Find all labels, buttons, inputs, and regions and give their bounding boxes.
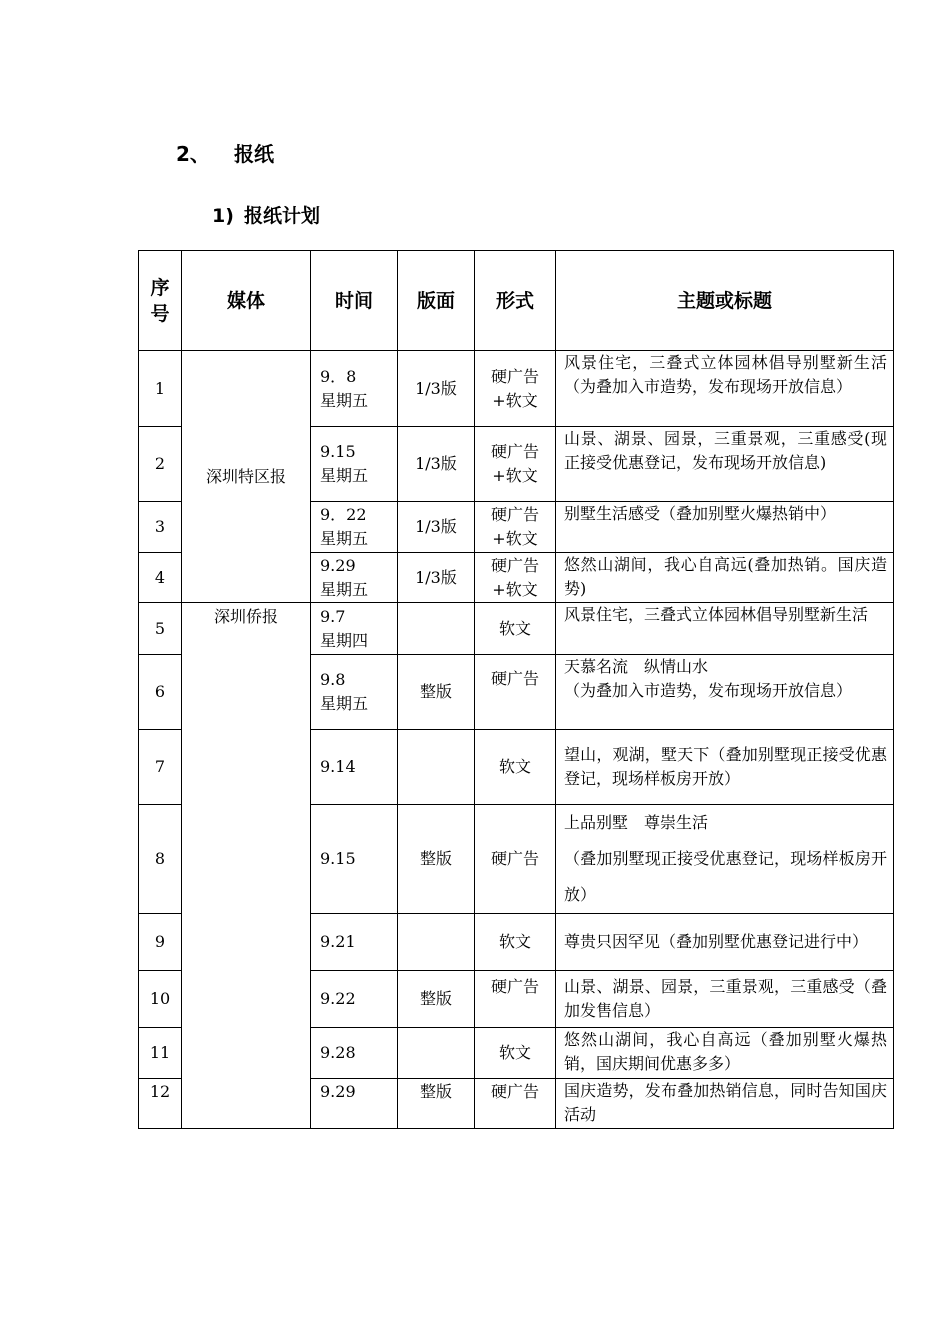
seq-cell: 7: [139, 730, 182, 805]
header-theme: 主题或标题: [556, 251, 894, 351]
form-cell: 软文: [475, 914, 556, 971]
section-number: 2、: [176, 142, 210, 166]
table-row: [139, 351, 894, 427]
seq-cell: 8: [139, 805, 182, 914]
time-cell: 9.29: [311, 1079, 398, 1129]
time-cell: 9.15 星期五: [311, 427, 398, 502]
time-cell: 9.8 星期五: [311, 655, 398, 730]
header-media: 媒体: [182, 251, 311, 351]
header-time: 时间: [311, 251, 398, 351]
layout-cell: 整版: [398, 805, 475, 914]
layout-cell: 整版: [398, 655, 475, 730]
layout-cell: 整版: [398, 1079, 475, 1129]
section-title: 报纸: [234, 142, 274, 166]
form-cell: 软文: [475, 730, 556, 805]
time-cell: 9.21: [311, 914, 398, 971]
section-heading: [176, 138, 274, 167]
time-cell: 9.28: [311, 1028, 398, 1079]
form-cell: 软文: [475, 603, 556, 655]
time-cell: 9.7 星期四: [311, 603, 398, 655]
form-cell: 硬广告 +软文: [475, 427, 556, 502]
time-cell: 9．22 星期五: [311, 502, 398, 553]
layout-cell: 1/3版: [398, 351, 475, 427]
newspaper-plan-table: [138, 250, 894, 1129]
time-cell: 9．8 星期五: [311, 351, 398, 427]
subsection-heading: [212, 201, 320, 228]
seq-cell: 12: [139, 1079, 182, 1129]
theme-cell: 悠然山湖间，我心自高远（叠加别墅火爆热销，国庆期间优惠多多）: [556, 1028, 894, 1079]
time-cell: 9.22: [311, 971, 398, 1028]
time-cell: 9.15: [311, 805, 398, 914]
seq-cell: 6: [139, 655, 182, 730]
layout-cell: [398, 914, 475, 971]
theme-cell: 山景、湖景、园景，三重景观，三重感受(现正接受优惠登记，发布现场开放信息): [556, 427, 894, 502]
theme-cell: 尊贵只因罕见（叠加别墅优惠登记进行中）: [556, 914, 894, 971]
time-cell: 9.14: [311, 730, 398, 805]
layout-cell: [398, 730, 475, 805]
theme-cell: 山景、湖景、园景，三重景观，三重感受（叠加发售信息）: [556, 971, 894, 1028]
media-cell-qiaobao: 深圳侨报: [182, 603, 311, 1129]
header-layout: 版面: [398, 251, 475, 351]
form-cell: 硬广告: [475, 1079, 556, 1129]
theme-cell: 国庆造势，发布叠加热销信息，同时告知国庆活动: [556, 1079, 894, 1129]
theme-cell: 悠然山湖间，我心自高远(叠加热销。国庆造势): [556, 553, 894, 603]
layout-cell: 1/3版: [398, 427, 475, 502]
theme-cell: 别墅生活感受（叠加别墅火爆热销中）: [556, 502, 894, 553]
theme-cell: 望山，观湖，墅天下（叠加别墅现正接受优惠登记，现场样板房开放）: [556, 730, 894, 805]
seq-cell: 10: [139, 971, 182, 1028]
media-cell-tequbao: 深圳特区报: [182, 351, 311, 603]
form-cell: 硬广告: [475, 805, 556, 914]
seq-cell: 2: [139, 427, 182, 502]
header-seq: 序 号: [139, 251, 182, 351]
header-form: 形式: [475, 251, 556, 351]
seq-cell: 4: [139, 553, 182, 603]
form-cell: 硬广告 +软文: [475, 502, 556, 553]
table-row: [139, 603, 894, 655]
theme-cell: 上品别墅 尊崇生活 （叠加别墅现正接受优惠登记，现场样板房开放）: [556, 805, 894, 914]
form-cell: 硬广告: [475, 655, 556, 730]
time-cell: 9.29 星期五: [311, 553, 398, 603]
seq-cell: 9: [139, 914, 182, 971]
theme-cell: 天慕名流 纵情山水 （为叠加入市造势，发布现场开放信息）: [556, 655, 894, 730]
table-header-row: [139, 251, 894, 351]
layout-cell: 1/3版: [398, 502, 475, 553]
theme-cell: 风景住宅，三叠式立体园林倡导别墅新生活（为叠加入市造势，发布现场开放信息）: [556, 351, 894, 427]
subsection-number: 1): [212, 205, 234, 227]
theme-cell: 风景住宅，三叠式立体园林倡导别墅新生活: [556, 603, 894, 655]
form-cell: 硬广告: [475, 971, 556, 1028]
form-cell: 硬广告 +软文: [475, 351, 556, 427]
layout-cell: [398, 603, 475, 655]
seq-cell: 3: [139, 502, 182, 553]
seq-cell: 11: [139, 1028, 182, 1079]
layout-cell: [398, 1028, 475, 1079]
form-cell: 软文: [475, 1028, 556, 1079]
layout-cell: 整版: [398, 971, 475, 1028]
form-cell: 硬广告 +软文: [475, 553, 556, 603]
layout-cell: 1/3版: [398, 553, 475, 603]
seq-cell: 1: [139, 351, 182, 427]
seq-cell: 5: [139, 603, 182, 655]
subsection-title: 报纸计划: [244, 205, 321, 227]
